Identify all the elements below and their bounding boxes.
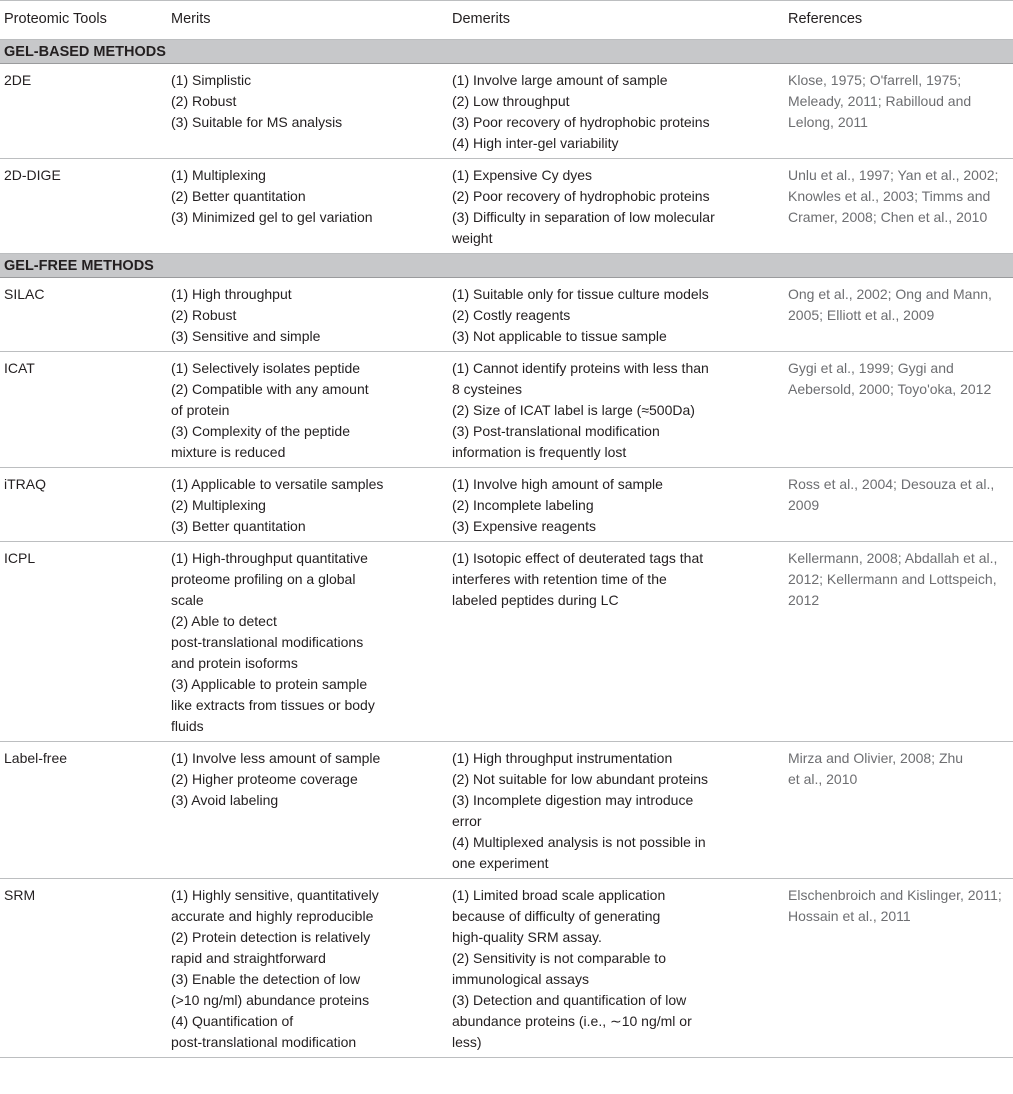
merits-cell — [167, 468, 448, 542]
reference-line: Unlu et al., 1997; Yan et al., 2002; — [788, 167, 999, 183]
demerit-line: (2) Not suitable for low abundant proteins — [452, 771, 709, 787]
demerit-line: (2) Poor recovery of hydrophobic proteins — [452, 188, 710, 204]
references-cell — [784, 278, 1013, 352]
demerits-cell — [448, 542, 784, 742]
tool-name-cell: Label-free — [0, 742, 167, 879]
demerit-line: (1) Suitable only for tissue culture models — [452, 286, 709, 302]
merit-line: (4) Quantification of — [171, 1013, 294, 1029]
merit-line: (2) Protein detection is relatively — [171, 929, 371, 945]
header-references: References — [784, 1, 1013, 40]
demerits-cell — [448, 742, 784, 879]
demerit-line: error — [452, 813, 482, 829]
merit-line: (2) Able to detect — [171, 613, 277, 629]
tool-name-cell: SILAC — [0, 278, 167, 352]
merits-cell — [167, 352, 448, 468]
reference-line: Ross et al., 2004; Desouza et al., — [788, 476, 995, 492]
table-row — [0, 468, 1013, 542]
tool-name-cell: 2DE — [0, 64, 167, 159]
table-row — [0, 742, 1013, 879]
demerit-line: less) — [452, 1034, 482, 1050]
demerit-line: one experiment — [452, 855, 549, 871]
reference-line: Klose, 1975; O'farrell, 1975; — [788, 72, 962, 88]
demerit-line: (2) Incomplete labeling — [452, 497, 594, 513]
section-row — [0, 40, 1013, 64]
reference-line: Meleady, 2011; Rabilloud and — [788, 93, 972, 109]
reference-line: Aebersold, 2000; Toyo'oka, 2012 — [788, 381, 992, 397]
demerit-line: (3) Expensive reagents — [452, 518, 596, 534]
demerit-line: (4) Multiplexed analysis is not possible in — [452, 834, 706, 850]
reference-line: Cramer, 2008; Chen et al., 2010 — [788, 209, 988, 225]
merit-line: (>10 ng/ml) abundance proteins — [171, 992, 370, 1008]
merit-line: (1) Multiplexing — [171, 167, 266, 183]
demerit-line: because of difficulty of generating — [452, 908, 661, 924]
merits-cell — [167, 542, 448, 742]
demerit-line: (3) Poor recovery of hydrophobic proteins — [452, 114, 710, 130]
demerit-line: labeled peptides during LC — [452, 592, 619, 608]
table-row — [0, 879, 1013, 1058]
merit-line: (2) Robust — [171, 93, 237, 109]
demerits-cell — [448, 879, 784, 1058]
header-merits: Merits — [167, 1, 448, 40]
demerit-line: abundance proteins (i.e., ∼10 ng/ml or — [452, 1013, 692, 1029]
reference-line: et al., 2010 — [788, 771, 858, 787]
demerit-line: information is frequently lost — [452, 444, 627, 460]
merit-line: (1) Applicable to versatile samples — [171, 476, 384, 492]
merit-line: like extracts from tissues or body — [171, 697, 375, 713]
demerit-line: (3) Incomplete digestion may introduce — [452, 792, 694, 808]
merit-line: accurate and highly reproducible — [171, 908, 374, 924]
reference-line: Hossain et al., 2011 — [788, 908, 911, 924]
merit-line: post-translational modifications — [171, 634, 364, 650]
header-proteomic-tools: Proteomic Tools — [0, 1, 167, 40]
header-row — [0, 1, 1013, 40]
table-row — [0, 542, 1013, 742]
references-cell — [784, 64, 1013, 159]
merit-line: (3) Enable the detection of low — [171, 971, 361, 987]
reference-line: 2005; Elliott et al., 2009 — [788, 307, 935, 323]
demerit-line: weight — [452, 230, 493, 246]
demerit-line: (2) Size of ICAT label is large (≈500Da) — [452, 402, 695, 418]
demerit-line: (1) Expensive Cy dyes — [452, 167, 593, 183]
merit-line: (1) High-throughput quantitative — [171, 550, 368, 566]
demerit-line: (1) Limited broad scale application — [452, 887, 666, 903]
demerits-cell — [448, 159, 784, 254]
merits-cell — [167, 742, 448, 879]
table-row — [0, 278, 1013, 352]
merit-line: (3) Avoid labeling — [171, 792, 279, 808]
merit-line: post-translational modification — [171, 1034, 357, 1050]
section-row — [0, 254, 1013, 278]
merit-line: (3) Applicable to protein sample — [171, 676, 368, 692]
merit-line: rapid and straightforward — [171, 950, 326, 966]
demerit-line: (2) Sensitivity is not comparable to — [452, 950, 666, 966]
merit-line: and protein isoforms — [171, 655, 298, 671]
demerit-line: 8 cysteines — [452, 381, 523, 397]
references-cell — [784, 468, 1013, 542]
demerit-line: (3) Difficulty in separation of low molecular — [452, 209, 715, 225]
table-row — [0, 64, 1013, 159]
demerit-line: (2) Low throughput — [452, 93, 570, 109]
demerits-cell — [448, 352, 784, 468]
section-title: GEL-BASED METHODS — [0, 40, 1013, 64]
demerit-line: (1) Isotopic effect of deuterated tags that — [452, 550, 704, 566]
merit-line: (2) Multiplexing — [171, 497, 266, 513]
demerits-cell — [448, 468, 784, 542]
merit-line: (2) Robust — [171, 307, 237, 323]
demerits-cell — [448, 64, 784, 159]
merit-line: proteome profiling on a global — [171, 571, 356, 587]
merit-line: (3) Sensitive and simple — [171, 328, 321, 344]
reference-line: 2012 — [788, 592, 820, 608]
references-cell — [784, 879, 1013, 1058]
tool-name-cell: ICAT — [0, 352, 167, 468]
references-cell — [784, 352, 1013, 468]
tool-name-cell: ICPL — [0, 542, 167, 742]
merit-line: of protein — [171, 402, 230, 418]
table-row — [0, 159, 1013, 254]
demerit-line: (1) Involve large amount of sample — [452, 72, 668, 88]
table-row — [0, 352, 1013, 468]
reference-line: 2009 — [788, 497, 820, 513]
tool-name-cell: SRM — [0, 879, 167, 1058]
merits-cell — [167, 879, 448, 1058]
reference-line: Gygi et al., 1999; Gygi and — [788, 360, 954, 376]
merit-line: (1) Selectively isolates peptide — [171, 360, 361, 376]
merits-cell — [167, 278, 448, 352]
merit-line: (1) Simplistic — [171, 72, 252, 88]
table-body — [0, 40, 1013, 1058]
reference-line: 2012; Kellermann and Lottspeich, — [788, 571, 997, 587]
merit-line: (3) Suitable for MS analysis — [171, 114, 343, 130]
table-header — [0, 1, 1013, 40]
merit-line: (2) Better quantitation — [171, 188, 306, 204]
merit-line: (1) High throughput — [171, 286, 292, 302]
merit-line: (2) Higher proteome coverage — [171, 771, 358, 787]
references-cell — [784, 542, 1013, 742]
demerits-cell — [448, 278, 784, 352]
merit-line: (3) Better quantitation — [171, 518, 306, 534]
reference-line: Elschenbroich and Kislinger, 2011; — [788, 887, 1002, 903]
reference-line: Ong et al., 2002; Ong and Mann, — [788, 286, 992, 302]
demerit-line: (4) High inter-gel variability — [452, 135, 619, 151]
reference-line: Kellermann, 2008; Abdallah et al., — [788, 550, 998, 566]
reference-line: Mirza and Olivier, 2008; Zhu — [788, 750, 964, 766]
demerit-line: high-quality SRM assay. — [452, 929, 602, 945]
header-demerits: Demerits — [448, 1, 784, 40]
demerit-line: (2) Costly reagents — [452, 307, 571, 323]
merit-line: (3) Minimized gel to gel variation — [171, 209, 373, 225]
references-cell — [784, 159, 1013, 254]
demerit-line: interferes with retention time of the — [452, 571, 667, 587]
merit-line: fluids — [171, 718, 204, 734]
section-title: GEL-FREE METHODS — [0, 254, 1013, 278]
merit-line: mixture is reduced — [171, 444, 286, 460]
merits-cell — [167, 64, 448, 159]
merit-line: (3) Complexity of the peptide — [171, 423, 350, 439]
tool-name-cell: iTRAQ — [0, 468, 167, 542]
reference-line: Knowles et al., 2003; Timms and — [788, 188, 991, 204]
merit-line: scale — [171, 592, 204, 608]
merit-line: (1) Involve less amount of sample — [171, 750, 381, 766]
merit-line: (1) Highly sensitive, quantitatively — [171, 887, 379, 903]
demerit-line: (1) Cannot identify proteins with less than — [452, 360, 709, 376]
demerit-line: (3) Not applicable to tissue sample — [452, 328, 667, 344]
demerit-line: (3) Detection and quantification of low — [452, 992, 687, 1008]
demerit-line: (1) Involve high amount of sample — [452, 476, 663, 492]
merits-cell — [167, 159, 448, 254]
reference-line: Lelong, 2011 — [788, 114, 868, 130]
tool-name-cell: 2D-DIGE — [0, 159, 167, 254]
merit-line: (2) Compatible with any amount — [171, 381, 369, 397]
references-cell — [784, 742, 1013, 879]
demerit-line: (3) Post-translational modification — [452, 423, 660, 439]
demerit-line: immunological assays — [452, 971, 589, 987]
demerit-line: (1) High throughput instrumentation — [452, 750, 673, 766]
